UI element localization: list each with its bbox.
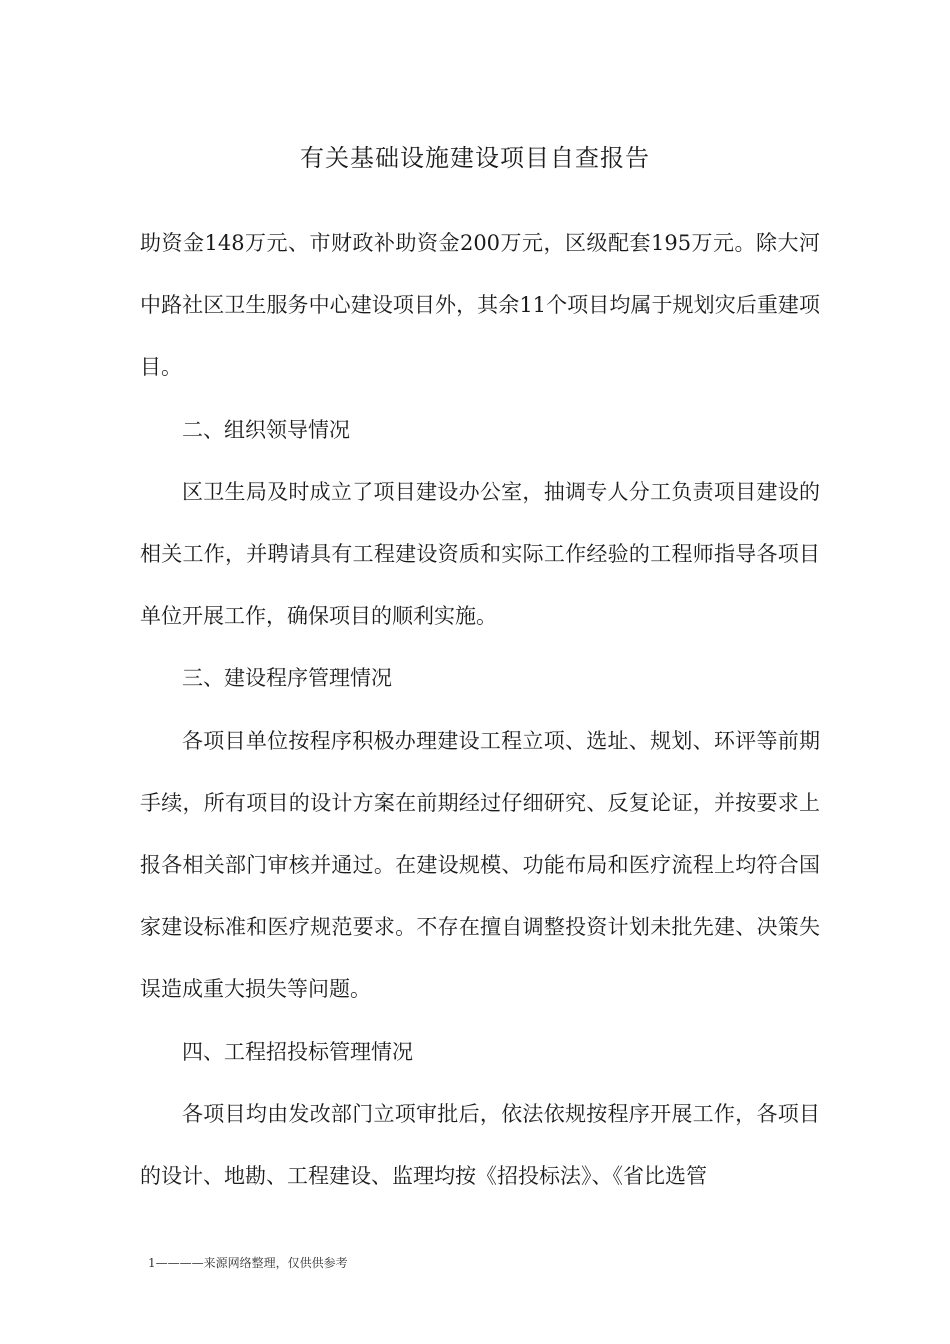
document-body [140,212,820,1207]
paragraph-funding: 助资金148万元、市财政补助资金200万元，区级配套195万元。除大河中路社区卫生服务中心建设项目外，其余11个项目均属于规划灾后重建项目。 [140,231,820,380]
document-title: 有关基础设施建设项目自查报告 [300,144,650,172]
paragraph-procedure: 各项目单位按程序积极办理建设工程立项、选址、规划、环评等前期手续，所有项目的设计方案在前期经过仔细研究、反复论证，并按要求上报各相关部门审核并通过。在建设规模、功能布局和医疗流程上均符合国家建设标准和医疗规范要求。不存在擅自调整投资计划未批先建、决策失误造成重大损失等问题。 [140,728,820,1002]
section-heading-bidding: 四、工程招投标管理情况 [182,1039,413,1064]
page-footer: 1————来源网络整理，仅供供参考 [148,1256,348,1270]
paragraph-organization: 区卫生局及时成立了项目建设办公室，抽调专人分工负责项目建设的相关工作，并聘请具有工程建设资质和实际工作经验的工程师指导各项目单位开展工作，确保项目的顺利实施。 [140,479,820,629]
section-heading-organization: 二、组织领导情况 [182,417,350,442]
paragraph-bidding: 各项目均由发改部门立项审批后，依法依规按程序开展工作，各项目的设计、地勘、工程建设、监理均按《招投标法》、《省比选管 [140,1101,820,1189]
section-heading-procedure: 三、建设程序管理情况 [182,666,392,691]
